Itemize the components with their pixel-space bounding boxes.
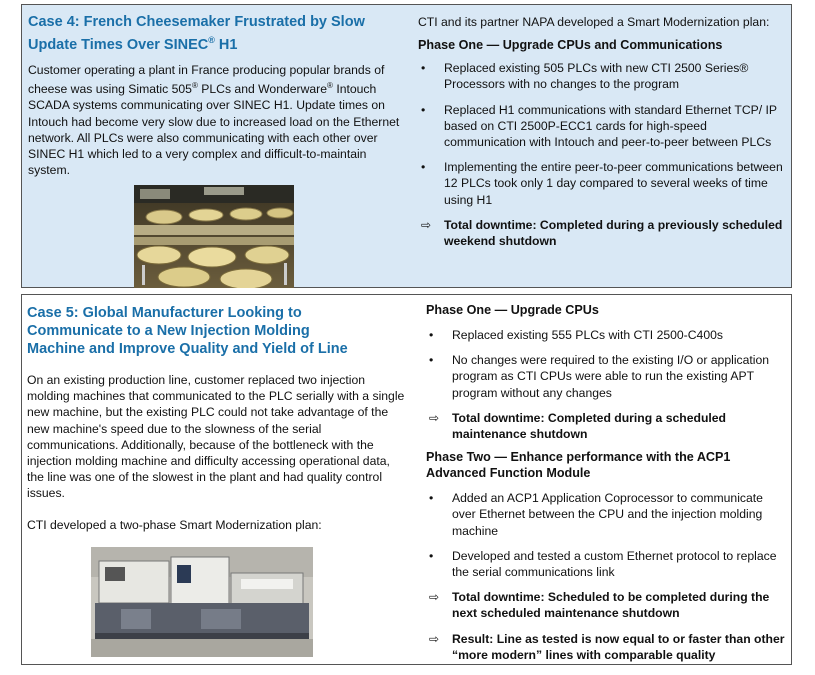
list-item bbox=[426, 327, 788, 343]
injection-molding-machine-photo bbox=[91, 547, 313, 657]
registered-mark: ® bbox=[208, 35, 215, 45]
case5-left-column bbox=[27, 304, 407, 533]
list-item bbox=[418, 217, 788, 249]
list-item bbox=[426, 589, 788, 621]
case5-title: Case 5: Global Manufacturer Looking to Communicate to a New Injection Molding Machine and Improve Quality and Yield of Line bbox=[27, 305, 348, 357]
case4-title bbox=[28, 13, 404, 54]
case4-item-list bbox=[418, 60, 788, 249]
case5-phase-two-heading: Phase Two — Enhance performance with the ACP1 Advanced Function Module bbox=[426, 450, 731, 481]
case4-body-part2: PLCs and Wonderware bbox=[197, 82, 328, 97]
case4-title-line2 bbox=[28, 31, 404, 54]
case4-body-part3: Intouch SCADA systems communicating over SINEC H1. Update times on Intouch had become very slow due to increased load on the Ethernet network. All PLCs were also communicating with each other over SINEC H1 which led to a very complex and difficult-to-maintain system. bbox=[28, 82, 400, 178]
case4-title-line2-pre: Update Times Over SINEC bbox=[28, 36, 209, 53]
bullet-icon: • bbox=[429, 491, 434, 506]
list-item bbox=[426, 490, 788, 539]
list-item-text: Total downtime: Completed during a scheduled maintenance shutdown bbox=[452, 410, 727, 442]
list-item-text: No changes were required to the existing I/O or application program as CTI CPUs were able to run the existing APT program without any changes bbox=[452, 353, 770, 400]
case5-phase-two-list bbox=[426, 490, 788, 663]
bullet-icon: • bbox=[429, 548, 434, 563]
bullet-icon: • bbox=[421, 61, 426, 76]
case4-left-column bbox=[28, 13, 404, 178]
list-item bbox=[426, 548, 788, 580]
injection-molding-machine-image bbox=[91, 547, 313, 657]
list-item-text: Replaced H1 communications with standard Ethernet TCP/ IP based on CTI 2500P-ECC1 cards for high-speed communication with Intouch and peer-to-peer between PLCs bbox=[444, 102, 777, 150]
list-item-text: Result: Line as tested is now equal to or faster than other “more modern” lines with comparable quality bbox=[452, 631, 785, 662]
case5-phase-one-heading: Phase One — Upgrade CPUs bbox=[426, 303, 599, 317]
list-item bbox=[426, 631, 788, 663]
case5-right-column bbox=[426, 302, 788, 663]
case4-panel bbox=[21, 4, 792, 288]
arrow-right-icon: ⇨ bbox=[429, 631, 440, 646]
list-item-text: Replaced existing 505 PLCs with new CTI 2500 Series® Processors with no changes to the program bbox=[444, 61, 749, 92]
case4-phase-one-heading: Phase One — Upgrade CPUs and Communications bbox=[418, 38, 723, 53]
case4-title-line2-post: H1 bbox=[214, 36, 238, 53]
case5-panel bbox=[21, 294, 792, 665]
case5-plan-intro: CTI developed a two-phase Smart Modernization plan: bbox=[27, 517, 322, 532]
list-item-text: Added an ACP1 Application Coprocessor to communicate over Ethernet between the CPU and the injection molding machine bbox=[452, 491, 763, 538]
case5-body: On an existing production line, customer replaced two injection molding machines that communicated to the PLC serially with a single new machine, but the existing PLC could not take advantage of the new machine's speed due to the slowness of the serial communications. Additionally, because of the bottleneck with the injection molding machine and difficulty accessing operational data, the line was one of the slowest in the plant and had quality control issues. bbox=[27, 373, 405, 501]
list-item-text: Developed and tested a custom Ethernet protocol to replace the serial communications link bbox=[452, 548, 777, 580]
list-item bbox=[418, 102, 788, 151]
arrow-right-icon: ⇨ bbox=[429, 590, 440, 605]
case4-body-part1: Customer operating a plant in France producing popular brands of cheese was using Simatic 505 bbox=[28, 62, 385, 97]
case4-title-line1: Case 4: French Cheesemaker Frustrated by Slow bbox=[28, 14, 365, 30]
list-item-text: Total downtime: Completed during a previously scheduled weekend shutdown bbox=[444, 217, 783, 249]
list-item-text: Total downtime: Scheduled to be completed during the next scheduled maintenance shutdown bbox=[452, 590, 770, 621]
bullet-icon: • bbox=[421, 160, 426, 175]
list-item bbox=[418, 60, 788, 92]
list-item bbox=[426, 410, 788, 442]
arrow-right-icon: ⇨ bbox=[429, 410, 440, 425]
case5-phase-one-list bbox=[426, 327, 788, 442]
bullet-icon: • bbox=[429, 328, 434, 342]
list-item bbox=[426, 352, 788, 401]
case4-body bbox=[28, 62, 404, 178]
list-item-text: Replaced existing 555 PLCs with CTI 2500-C400s bbox=[452, 328, 723, 342]
cheese-production-photo bbox=[134, 185, 294, 288]
list-item bbox=[418, 159, 788, 208]
bullet-icon: • bbox=[429, 353, 434, 368]
registered-mark: ® bbox=[191, 81, 198, 91]
bullet-icon: • bbox=[421, 102, 426, 117]
arrow-right-icon: ⇨ bbox=[421, 217, 432, 232]
list-item-text: Implementing the entire peer-to-peer communications between 12 PLCs took only 1 day compared to several weeks of time using H1 bbox=[444, 160, 783, 207]
cheese-production-image bbox=[134, 185, 294, 288]
case4-right-column bbox=[418, 14, 788, 249]
case4-plan-intro: CTI and its partner NAPA developed a Smart Modernization plan: bbox=[418, 15, 770, 29]
registered-mark: ® bbox=[327, 81, 333, 91]
